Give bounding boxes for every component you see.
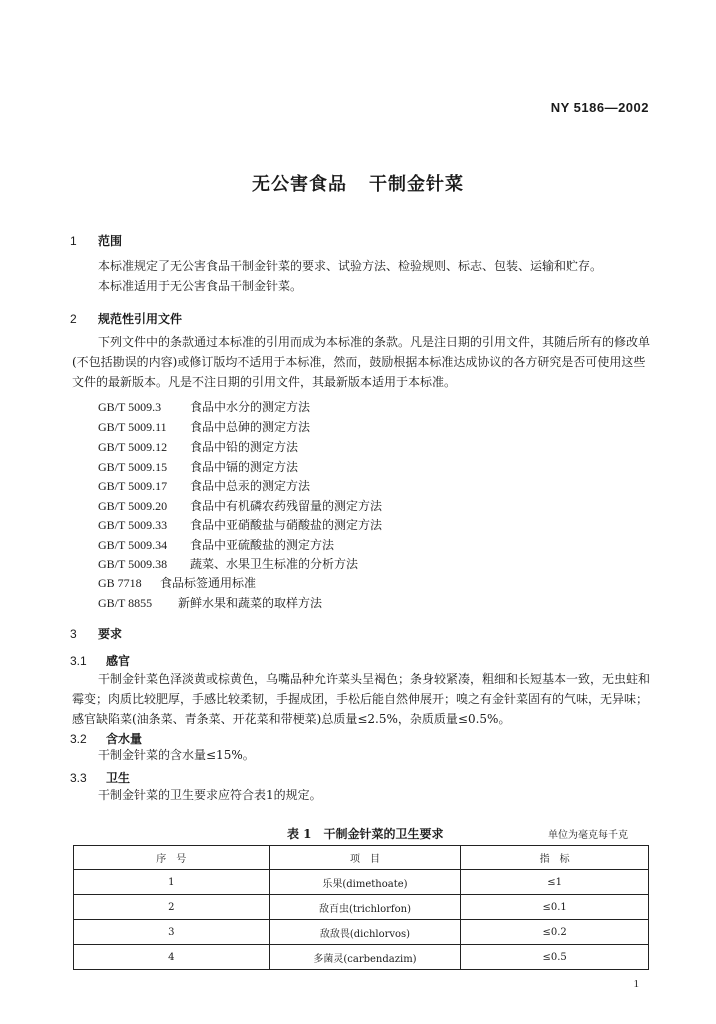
reference-item: GB/T 5009.15 食品中镉的测定方法 — [98, 460, 299, 474]
reference-item: GB/T 5009.12 食品中铅的测定方法 — [98, 440, 299, 454]
hygiene-paragraph: 干制金针菜的卫生要求应符合表1的规定。 — [98, 788, 322, 802]
table-unit: 单位为毫克每千克 — [548, 830, 628, 841]
reference-item: GB/T 5009.38 蔬菜、水果卫生标准的分析方法 — [98, 557, 359, 571]
normative-intro: 下列文件中的条款通过本标准的引用而成为本标准的条款。凡是注日期的引用文件，其随后所有的修改单(不包括勘误的内容)或修订版均不适用于本标准，然而，鼓励根据本标准达成协议的各方研究是否可使用这些文件的最新版本。凡是不注日期的引用文件，其最新版本适用于本标准。 — [72, 335, 651, 389]
moisture-paragraph: 干制金针菜的含水量≤15%。 — [98, 748, 255, 762]
reference-item: GB/T 5009.3 食品中水分的测定方法 — [98, 400, 311, 414]
hygiene-table — [73, 845, 649, 970]
table-row — [74, 895, 649, 920]
header-item: 项 目 — [269, 846, 461, 870]
row-limit: ≤1 — [461, 870, 649, 895]
title-part-1: 无公害食品 — [252, 174, 347, 195]
section-3-heading: 3 要求 — [70, 627, 123, 641]
section-3-3-heading: 3.3 卫生 — [70, 771, 131, 785]
table-caption: 表 1 干制金针菜的卫生要求 — [287, 827, 444, 841]
section-1-heading: 1 范围 — [70, 234, 123, 248]
header-limit: 指 标 — [461, 846, 649, 870]
scope-paragraph-2: 本标准适用于无公害食品干制金针菜。 — [98, 279, 303, 293]
row-limit: ≤0.1 — [461, 895, 649, 920]
header-no: 序 号 — [74, 846, 270, 870]
reference-item: GB/T 5009.20 食品中有机磷农药残留量的测定方法 — [98, 499, 383, 513]
reference-item: GB/T 5009.17 食品中总汞的测定方法 — [98, 479, 311, 493]
reference-item: GB/T 5009.33 食品中亚硝酸盐与硝酸盐的测定方法 — [98, 518, 383, 532]
table-row — [74, 870, 649, 895]
row-item: 敌敌畏(dichlorvos) — [269, 920, 461, 945]
row-limit: ≤0.2 — [461, 920, 649, 945]
row-item: 敌百虫(trichlorfon) — [269, 895, 461, 920]
section-2-heading: 2 规范性引用文件 — [70, 312, 183, 326]
reference-item: GB/T 5009.34 食品中亚硫酸盐的测定方法 — [98, 538, 335, 552]
row-no: 2 — [74, 895, 270, 920]
row-no: 4 — [74, 945, 270, 970]
sensory-paragraph: 干制金针菜色泽淡黄或棕黄色，乌嘴品种允许菜头呈褐色；条身较紧凑，粗细和长短基本一致，无虫蛀和霉变；肉质比较肥厚，手感比较柔韧，手握成团，手松后能自然伸展开；嗅之有金针菜固有的气味，无异味；感官缺陷菜(油条菜、青条菜、开花菜和带梗菜)总质量≤2.5%，杂质质量≤0.5%。 — [72, 672, 651, 726]
row-item: 多菌灵(carbendazim) — [269, 945, 461, 970]
row-item: 乐果(dimethoate) — [269, 870, 461, 895]
table-row — [74, 920, 649, 945]
scope-paragraph-1: 本标准规定了无公害食品干制金针菜的要求、试验方法、检验规则、标志、包装、运输和贮存。 — [98, 259, 603, 273]
section-3-2-heading: 3.2 含水量 — [70, 732, 143, 746]
reference-item: GB/T 5009.11 食品中总砷的测定方法 — [98, 420, 311, 434]
title-part-2: 干制金针菜 — [369, 174, 464, 195]
document-title — [0, 170, 716, 196]
section-3-1-heading: 3.1 感官 — [70, 654, 131, 668]
row-no: 1 — [74, 870, 270, 895]
standard-code: NY 5186—2002 — [550, 100, 649, 115]
reference-item: GB/T 8855 新鲜水果和蔬菜的取样方法 — [98, 596, 323, 610]
table-header-row — [74, 846, 649, 870]
row-no: 3 — [74, 920, 270, 945]
table-row — [74, 945, 649, 970]
row-limit: ≤0.5 — [461, 945, 649, 970]
reference-item: GB 7718 食品标签通用标准 — [98, 576, 257, 590]
page-number: 1 — [633, 978, 639, 990]
